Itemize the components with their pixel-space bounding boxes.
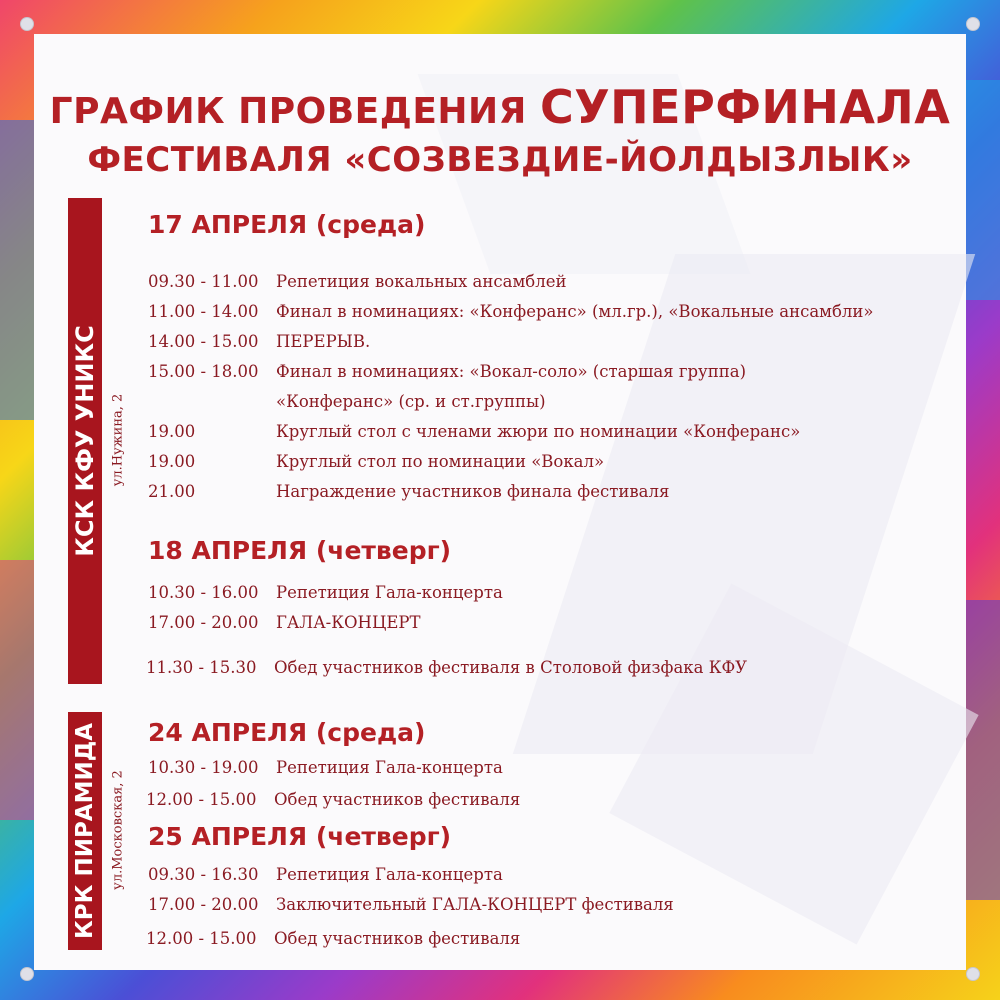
event-text: Финал в номинациях: «Конферанс» (мл.гр.), «Вокальные ансамбли»	[276, 302, 874, 321]
event-time: 14.00 - 15.00	[148, 332, 259, 351]
event-text: Награждение участников финала фестиваля	[276, 482, 670, 501]
event-text: «Конферанс» (ср. и ст.группы)	[276, 392, 546, 411]
event-time: 10.30 - 16.00	[148, 583, 259, 602]
event-text: Обед участников фестиваля	[274, 790, 521, 809]
corner-pin	[20, 17, 34, 31]
event-text: Репетиция Гала-концерта	[276, 583, 503, 602]
event-time: 17.00 - 20.00	[148, 895, 259, 914]
title-highlight: СУПЕРФИНАЛА	[539, 80, 951, 134]
day-title: 17 АПРЕЛЯ (среда)	[148, 210, 426, 239]
event-text: Обед участников фестиваля в Столовой физфака КФУ	[274, 658, 748, 677]
corner-pin	[966, 967, 980, 981]
event-time: 12.00 - 15.00	[146, 929, 257, 948]
event-time: 09.30 - 11.00	[148, 272, 259, 291]
venue-label-uniks	[68, 198, 102, 684]
event-time: 17.00 - 20.00	[148, 613, 259, 632]
event-time: 19.00	[148, 422, 196, 441]
event-text: Обед участников фестиваля	[274, 929, 521, 948]
page-title-line-1	[0, 80, 1000, 134]
day-title: 24 АПРЕЛЯ (среда)	[148, 718, 426, 747]
event-time: 15.00 - 18.00	[148, 362, 259, 381]
event-time: 10.30 - 19.00	[148, 758, 259, 777]
corner-pin	[20, 967, 34, 981]
venue-address: ул.Московская, 2	[110, 770, 126, 890]
event-text: Репетиция Гала-концерта	[276, 758, 503, 777]
day-title: 25 АПРЕЛЯ (четверг)	[148, 822, 452, 851]
event-time: 12.00 - 15.00	[146, 790, 257, 809]
title-prefix: ГРАФИК ПРОВЕДЕНИЯ	[49, 91, 527, 132]
event-text: Круглый стол с членами жюри по номинации «Конферанс»	[276, 422, 801, 441]
event-time: 09.30 - 16.30	[148, 865, 259, 884]
event-text: ПЕРЕРЫВ.	[276, 332, 371, 351]
event-text: Репетиция Гала-концерта	[276, 865, 503, 884]
event-text: Заключительный ГАЛА-КОНЦЕРТ фестиваля	[276, 895, 674, 914]
decorative-stripe	[960, 600, 1000, 900]
event-text: Финал в номинациях: «Вокал-соло» (старшая группа)	[276, 362, 747, 381]
venue-address: ул.Нужина, 2	[110, 393, 126, 487]
event-text: ГАЛА-КОНЦЕРТ	[276, 613, 421, 632]
venue-name: КСК КФУ УНИКС	[71, 325, 99, 557]
event-time: 19.00	[148, 452, 196, 471]
page-title-line-2: ФЕСТИВАЛЯ «СОЗВЕЗДИЕ-ЙОЛДЫЗЛЫК»	[87, 140, 913, 180]
event-text: Репетиция вокальных ансамблей	[276, 272, 567, 291]
event-time: 11.00 - 14.00	[148, 302, 259, 321]
venue-label-piramida	[68, 712, 102, 950]
event-time: 21.00	[148, 482, 196, 501]
event-time: 11.30 - 15.30	[146, 658, 257, 677]
corner-pin	[966, 17, 980, 31]
event-text: Круглый стол по номинации «Вокал»	[276, 452, 605, 471]
venue-name: КРК ПИРАМИДА	[72, 722, 98, 940]
day-title: 18 АПРЕЛЯ (четверг)	[148, 536, 452, 565]
